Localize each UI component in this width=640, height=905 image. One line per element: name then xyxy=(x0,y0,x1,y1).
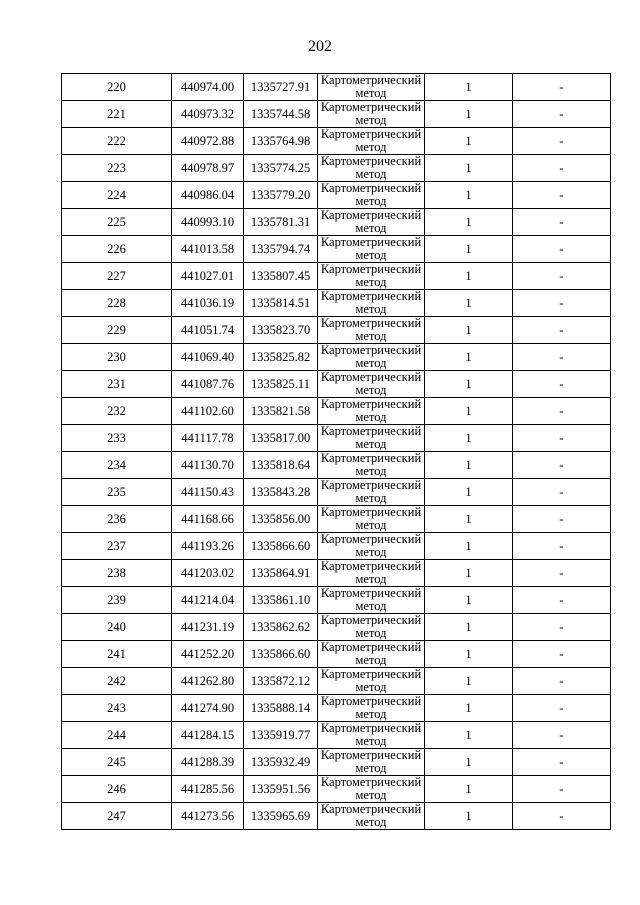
method-cell xyxy=(318,641,425,668)
table-row xyxy=(62,101,611,128)
coordinate-x-cell: 441027.01 xyxy=(172,263,244,290)
method-cell xyxy=(318,128,425,155)
description-cell: - xyxy=(513,128,611,155)
method-line-1: Картометрический xyxy=(320,100,422,114)
method-cell xyxy=(318,479,425,506)
method-line-1: Картометрический xyxy=(320,775,422,789)
description-cell: - xyxy=(513,506,611,533)
method-cell xyxy=(318,236,425,263)
accuracy-cell: 1 xyxy=(425,425,513,452)
method-line-1: Картометрический xyxy=(320,451,422,465)
table-row xyxy=(62,695,611,722)
point-number-cell: 227 xyxy=(62,263,172,290)
coordinate-x-cell: 440978.97 xyxy=(172,155,244,182)
accuracy-cell: 1 xyxy=(425,398,513,425)
method-line-2: метод xyxy=(355,572,387,586)
point-number-cell: 230 xyxy=(62,344,172,371)
description-cell: - xyxy=(513,560,611,587)
method-line-2: метод xyxy=(355,410,387,424)
description-cell: - xyxy=(513,425,611,452)
coordinate-y-cell: 1335951.56 xyxy=(244,776,318,803)
method-line-1: Картометрический xyxy=(320,127,422,141)
method-line-2: метод xyxy=(355,491,387,505)
description-cell: - xyxy=(513,722,611,749)
method-line-2: метод xyxy=(355,734,387,748)
accuracy-cell: 1 xyxy=(425,155,513,182)
coordinate-x-cell: 441288.39 xyxy=(172,749,244,776)
accuracy-cell: 1 xyxy=(425,749,513,776)
accuracy-cell: 1 xyxy=(425,587,513,614)
accuracy-cell: 1 xyxy=(425,344,513,371)
coordinate-x-cell: 440974.00 xyxy=(172,74,244,101)
description-cell: - xyxy=(513,344,611,371)
point-number-cell: 235 xyxy=(62,479,172,506)
coordinate-x-cell: 440986.04 xyxy=(172,182,244,209)
method-line-1: Картометрический xyxy=(320,640,422,654)
method-line-1: Картометрический xyxy=(320,424,422,438)
table-row xyxy=(62,344,611,371)
accuracy-cell: 1 xyxy=(425,776,513,803)
point-number-cell: 225 xyxy=(62,209,172,236)
coordinate-y-cell: 1335727.91 xyxy=(244,74,318,101)
table-row xyxy=(62,452,611,479)
accuracy-cell: 1 xyxy=(425,533,513,560)
coordinate-y-cell: 1335807.45 xyxy=(244,263,318,290)
method-cell xyxy=(318,614,425,641)
method-cell xyxy=(318,263,425,290)
method-cell xyxy=(318,506,425,533)
coordinate-y-cell: 1335856.00 xyxy=(244,506,318,533)
method-line-2: метод xyxy=(355,302,387,316)
description-cell: - xyxy=(513,371,611,398)
method-line-1: Картометрический xyxy=(320,289,422,303)
method-line-1: Картометрический xyxy=(320,73,422,87)
method-cell xyxy=(318,452,425,479)
method-line-1: Картометрический xyxy=(320,235,422,249)
accuracy-cell: 1 xyxy=(425,290,513,317)
description-cell: - xyxy=(513,641,611,668)
method-line-2: метод xyxy=(355,167,387,181)
description-cell: - xyxy=(513,263,611,290)
description-cell: - xyxy=(513,695,611,722)
coordinate-y-cell: 1335888.14 xyxy=(244,695,318,722)
coordinate-x-cell: 441168.66 xyxy=(172,506,244,533)
table-row xyxy=(62,776,611,803)
method-line-1: Картометрический xyxy=(320,667,422,681)
point-number-cell: 244 xyxy=(62,722,172,749)
description-cell: - xyxy=(513,74,611,101)
coordinate-y-cell: 1335932.49 xyxy=(244,749,318,776)
method-line-1: Картометрический xyxy=(320,586,422,600)
description-cell: - xyxy=(513,479,611,506)
method-line-2: метод xyxy=(355,86,387,100)
coordinate-y-cell: 1335817.00 xyxy=(244,425,318,452)
coordinate-y-cell: 1335866.60 xyxy=(244,533,318,560)
accuracy-cell: 1 xyxy=(425,695,513,722)
point-number-cell: 222 xyxy=(62,128,172,155)
table-row xyxy=(62,614,611,641)
method-cell xyxy=(318,722,425,749)
table-row xyxy=(62,722,611,749)
coordinate-x-cell: 441036.19 xyxy=(172,290,244,317)
method-line-2: метод xyxy=(355,383,387,397)
method-line-1: Картометрический xyxy=(320,316,422,330)
point-number-cell: 234 xyxy=(62,452,172,479)
method-line-2: метод xyxy=(355,464,387,478)
method-line-2: метод xyxy=(355,545,387,559)
table-row xyxy=(62,182,611,209)
method-cell xyxy=(318,290,425,317)
accuracy-cell: 1 xyxy=(425,128,513,155)
method-line-1: Картометрический xyxy=(320,748,422,762)
point-number-cell: 239 xyxy=(62,587,172,614)
coordinate-y-cell: 1335764.98 xyxy=(244,128,318,155)
method-cell xyxy=(318,182,425,209)
coordinate-y-cell: 1335861.10 xyxy=(244,587,318,614)
coordinate-y-cell: 1335781.31 xyxy=(244,209,318,236)
point-number-cell: 247 xyxy=(62,803,172,830)
coordinate-x-cell: 441150.43 xyxy=(172,479,244,506)
table-row xyxy=(62,74,611,101)
method-line-2: метод xyxy=(355,356,387,370)
method-cell xyxy=(318,371,425,398)
accuracy-cell: 1 xyxy=(425,614,513,641)
point-number-cell: 241 xyxy=(62,641,172,668)
method-line-2: метод xyxy=(355,761,387,775)
coordinate-x-cell: 441087.76 xyxy=(172,371,244,398)
method-line-2: метод xyxy=(355,437,387,451)
coordinate-y-cell: 1335821.58 xyxy=(244,398,318,425)
table-row xyxy=(62,425,611,452)
point-number-cell: 229 xyxy=(62,317,172,344)
table-row xyxy=(62,317,611,344)
description-cell: - xyxy=(513,155,611,182)
method-line-1: Картометрический xyxy=(320,397,422,411)
coordinate-y-cell: 1335919.77 xyxy=(244,722,318,749)
description-cell: - xyxy=(513,587,611,614)
method-line-1: Картометрический xyxy=(320,262,422,276)
accuracy-cell: 1 xyxy=(425,803,513,830)
method-cell xyxy=(318,803,425,830)
method-line-2: метод xyxy=(355,275,387,289)
description-cell: - xyxy=(513,533,611,560)
method-line-2: метод xyxy=(355,626,387,640)
method-cell xyxy=(318,398,425,425)
accuracy-cell: 1 xyxy=(425,74,513,101)
point-number-cell: 220 xyxy=(62,74,172,101)
point-number-cell: 236 xyxy=(62,506,172,533)
coordinate-y-cell: 1335862.62 xyxy=(244,614,318,641)
coordinate-x-cell: 441117.78 xyxy=(172,425,244,452)
point-number-cell: 243 xyxy=(62,695,172,722)
accuracy-cell: 1 xyxy=(425,371,513,398)
table-row xyxy=(62,749,611,776)
coordinate-y-cell: 1335965.69 xyxy=(244,803,318,830)
coordinate-x-cell: 440973.32 xyxy=(172,101,244,128)
description-cell: - xyxy=(513,290,611,317)
method-cell xyxy=(318,425,425,452)
coordinate-y-cell: 1335825.11 xyxy=(244,371,318,398)
description-cell: - xyxy=(513,776,611,803)
accuracy-cell: 1 xyxy=(425,182,513,209)
description-cell: - xyxy=(513,803,611,830)
coordinate-x-cell: 441102.60 xyxy=(172,398,244,425)
table-row xyxy=(62,533,611,560)
method-cell xyxy=(318,668,425,695)
description-cell: - xyxy=(513,317,611,344)
description-cell: - xyxy=(513,209,611,236)
point-number-cell: 245 xyxy=(62,749,172,776)
method-line-1: Картометрический xyxy=(320,613,422,627)
point-number-cell: 232 xyxy=(62,398,172,425)
page-number: 202 xyxy=(308,38,332,55)
method-line-2: метод xyxy=(355,599,387,613)
coordinate-x-cell: 441231.19 xyxy=(172,614,244,641)
method-line-2: метод xyxy=(355,329,387,343)
accuracy-cell: 1 xyxy=(425,209,513,236)
method-cell xyxy=(318,560,425,587)
accuracy-cell: 1 xyxy=(425,479,513,506)
table-row xyxy=(62,803,611,830)
table-row xyxy=(62,209,611,236)
point-number-cell: 226 xyxy=(62,236,172,263)
description-cell: - xyxy=(513,668,611,695)
coordinate-x-cell: 441274.90 xyxy=(172,695,244,722)
description-cell: - xyxy=(513,398,611,425)
coordinate-x-cell: 441262.80 xyxy=(172,668,244,695)
coordinate-y-cell: 1335864.91 xyxy=(244,560,318,587)
table-row xyxy=(62,236,611,263)
method-cell xyxy=(318,533,425,560)
point-number-cell: 233 xyxy=(62,425,172,452)
method-line-2: метод xyxy=(355,140,387,154)
description-cell: - xyxy=(513,236,611,263)
method-cell xyxy=(318,587,425,614)
point-number-cell: 221 xyxy=(62,101,172,128)
method-line-2: метод xyxy=(355,113,387,127)
method-line-2: метод xyxy=(355,707,387,721)
accuracy-cell: 1 xyxy=(425,668,513,695)
method-line-1: Картометрический xyxy=(320,721,422,735)
coordinate-x-cell: 441252.20 xyxy=(172,641,244,668)
method-line-1: Картометрический xyxy=(320,478,422,492)
method-line-1: Картометрический xyxy=(320,505,422,519)
table-row xyxy=(62,668,611,695)
point-number-cell: 228 xyxy=(62,290,172,317)
table-row xyxy=(62,560,611,587)
point-number-cell: 240 xyxy=(62,614,172,641)
description-cell: - xyxy=(513,452,611,479)
table-row xyxy=(62,506,611,533)
method-cell xyxy=(318,74,425,101)
coordinate-y-cell: 1335823.70 xyxy=(244,317,318,344)
coordinate-y-cell: 1335818.64 xyxy=(244,452,318,479)
coordinate-x-cell: 441214.04 xyxy=(172,587,244,614)
method-line-1: Картометрический xyxy=(320,181,422,195)
table-row xyxy=(62,641,611,668)
point-number-cell: 231 xyxy=(62,371,172,398)
method-line-2: метод xyxy=(355,221,387,235)
method-line-1: Картометрический xyxy=(320,559,422,573)
accuracy-cell: 1 xyxy=(425,452,513,479)
accuracy-cell: 1 xyxy=(425,101,513,128)
accuracy-cell: 1 xyxy=(425,263,513,290)
point-number-cell: 242 xyxy=(62,668,172,695)
coordinate-x-cell: 441203.02 xyxy=(172,560,244,587)
coordinate-x-cell: 440993.10 xyxy=(172,209,244,236)
accuracy-cell: 1 xyxy=(425,317,513,344)
point-number-cell: 224 xyxy=(62,182,172,209)
method-line-2: метод xyxy=(355,815,387,829)
coordinate-x-cell: 441285.56 xyxy=(172,776,244,803)
method-cell xyxy=(318,695,425,722)
method-line-2: метод xyxy=(355,518,387,532)
method-cell xyxy=(318,344,425,371)
point-number-cell: 246 xyxy=(62,776,172,803)
coordinate-y-cell: 1335843.28 xyxy=(244,479,318,506)
point-number-cell: 223 xyxy=(62,155,172,182)
coordinate-y-cell: 1335774.25 xyxy=(244,155,318,182)
coordinate-y-cell: 1335872.12 xyxy=(244,668,318,695)
coordinate-y-cell: 1335794.74 xyxy=(244,236,318,263)
coordinate-y-cell: 1335779.20 xyxy=(244,182,318,209)
method-line-2: метод xyxy=(355,653,387,667)
point-number-cell: 237 xyxy=(62,533,172,560)
method-line-1: Картометрический xyxy=(320,532,422,546)
coordinates-table xyxy=(61,73,611,830)
table-row xyxy=(62,398,611,425)
accuracy-cell: 1 xyxy=(425,722,513,749)
coordinate-x-cell: 441130.70 xyxy=(172,452,244,479)
table-row xyxy=(62,128,611,155)
table-row xyxy=(62,479,611,506)
method-line-2: метод xyxy=(355,194,387,208)
method-cell xyxy=(318,101,425,128)
description-cell: - xyxy=(513,182,611,209)
coordinate-x-cell: 441069.40 xyxy=(172,344,244,371)
point-number-cell: 238 xyxy=(62,560,172,587)
table-row xyxy=(62,290,611,317)
coordinate-y-cell: 1335866.60 xyxy=(244,641,318,668)
coordinate-y-cell: 1335825.82 xyxy=(244,344,318,371)
method-line-2: метод xyxy=(355,248,387,262)
accuracy-cell: 1 xyxy=(425,506,513,533)
table-row xyxy=(62,155,611,182)
coordinate-x-cell: 441193.26 xyxy=(172,533,244,560)
table-row xyxy=(62,263,611,290)
coordinates-table-body xyxy=(62,74,611,830)
accuracy-cell: 1 xyxy=(425,560,513,587)
table-row xyxy=(62,587,611,614)
coordinate-x-cell: 441273.56 xyxy=(172,803,244,830)
method-line-1: Картометрический xyxy=(320,343,422,357)
description-cell: - xyxy=(513,749,611,776)
method-line-2: метод xyxy=(355,680,387,694)
coordinate-x-cell: 441284.15 xyxy=(172,722,244,749)
description-cell: - xyxy=(513,614,611,641)
method-cell xyxy=(318,317,425,344)
method-line-2: метод xyxy=(355,788,387,802)
method-cell xyxy=(318,776,425,803)
method-cell xyxy=(318,155,425,182)
coordinate-y-cell: 1335814.51 xyxy=(244,290,318,317)
coordinate-x-cell: 441051.74 xyxy=(172,317,244,344)
method-line-1: Картометрический xyxy=(320,208,422,222)
accuracy-cell: 1 xyxy=(425,641,513,668)
method-line-1: Картометрический xyxy=(320,370,422,384)
method-line-1: Картометрический xyxy=(320,802,422,816)
coordinate-x-cell: 441013.58 xyxy=(172,236,244,263)
method-cell xyxy=(318,749,425,776)
method-cell xyxy=(318,209,425,236)
coordinate-y-cell: 1335744.58 xyxy=(244,101,318,128)
table-row xyxy=(62,371,611,398)
description-cell: - xyxy=(513,101,611,128)
coordinate-x-cell: 440972.88 xyxy=(172,128,244,155)
accuracy-cell: 1 xyxy=(425,236,513,263)
method-line-1: Картометрический xyxy=(320,694,422,708)
method-line-1: Картометрический xyxy=(320,154,422,168)
